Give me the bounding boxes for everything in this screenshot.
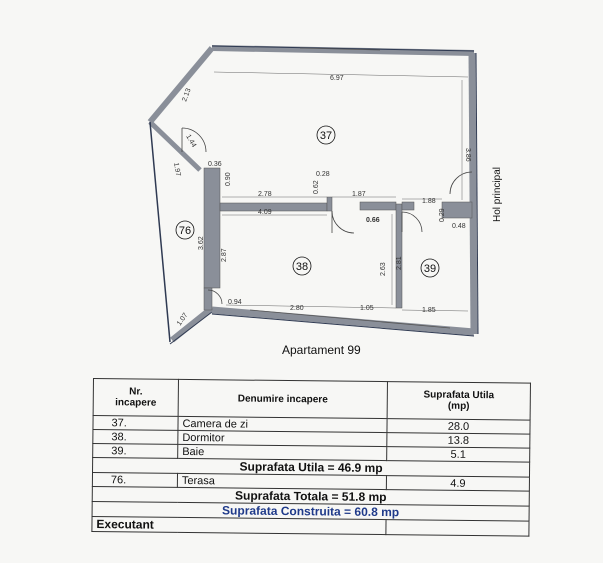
- row-nr: 38.: [93, 430, 178, 445]
- dim-3-86: 3.86: [464, 148, 471, 162]
- row-area: 28.0: [387, 419, 530, 434]
- row-nr: 37.: [93, 416, 178, 431]
- executant-row: [92, 516, 529, 536]
- inner-walls: [204, 168, 472, 310]
- dim-1-88: 1.88: [422, 198, 436, 205]
- dim-2-78: 2.78: [258, 191, 272, 198]
- dim-1-05: 1.05: [360, 305, 374, 312]
- dim-1-44: 1.44: [184, 133, 198, 149]
- dim-2-80: 2.80: [290, 305, 304, 312]
- room-76-label: 76: [178, 225, 192, 237]
- outer-walls: [150, 46, 478, 344]
- dim-0-94: 0.94: [228, 299, 242, 306]
- utila-total: Suprafata Utila = 46.9 mp: [93, 458, 530, 478]
- totala-total: Suprafata Totala = 51.8 mp: [92, 486, 529, 506]
- dim-0-36: 0.36: [208, 161, 222, 168]
- room-38-label: 38: [295, 261, 309, 273]
- dim-2-81: 2.81: [396, 256, 403, 270]
- dim-0-66: 0.66: [366, 217, 380, 224]
- dimension-lines: [214, 72, 468, 311]
- terrace-area: 4.9: [386, 476, 529, 491]
- construita-total: Suprafata Construita = 60.8 mp: [92, 501, 529, 521]
- dim-2-63: 2.63: [380, 262, 387, 276]
- dim-0-62: 0.62: [313, 180, 320, 194]
- apartment-caption: Apartament 99: [282, 343, 361, 357]
- dim-0-28: 0.28: [316, 171, 330, 178]
- dim-2-13: 2.13: [181, 87, 193, 103]
- header-name: Denumire incapere: [178, 379, 387, 418]
- row-name: Camera de zi: [178, 416, 387, 432]
- windows: [250, 48, 450, 328]
- dim-0-90: 0.90: [225, 172, 232, 186]
- row-name: Baie: [178, 444, 387, 460]
- executant-value: [386, 520, 529, 536]
- dim-2-87: 2.87: [221, 248, 228, 262]
- dim-6-97: 6.97: [330, 75, 344, 82]
- room-39-label: 39: [423, 263, 437, 275]
- dim-1-85: 1.85: [422, 307, 436, 314]
- dim-4-09: 4.09: [258, 209, 272, 216]
- header-area: Suprafata Utila (mp): [387, 382, 530, 420]
- executant-label: Executant: [92, 516, 386, 534]
- row-area: 5.1: [387, 447, 530, 462]
- row-name: Dormitor: [178, 430, 387, 446]
- row-nr: 39.: [93, 444, 178, 459]
- terrace-name: Terasa: [177, 473, 386, 489]
- door-swings: [182, 128, 472, 304]
- dim-1-97: 1.97: [172, 162, 182, 177]
- dim-1-87: 1.87: [352, 191, 366, 198]
- dim-0-48: 0.48: [452, 223, 466, 230]
- dim-0-29: 0.29: [439, 208, 446, 222]
- room-37-label: 37: [319, 130, 333, 142]
- dim-3-62: 3.62: [198, 236, 205, 250]
- hol-principal-label: Hol principal: [492, 166, 503, 222]
- area-summary-table: [91, 378, 531, 537]
- row-area: 13.8: [387, 433, 530, 448]
- header-nr: Nr. incapere: [93, 379, 178, 417]
- table-header-row: [93, 379, 530, 421]
- terrace-nr: 76.: [92, 473, 177, 488]
- dim-1-07: 1.07: [175, 311, 190, 328]
